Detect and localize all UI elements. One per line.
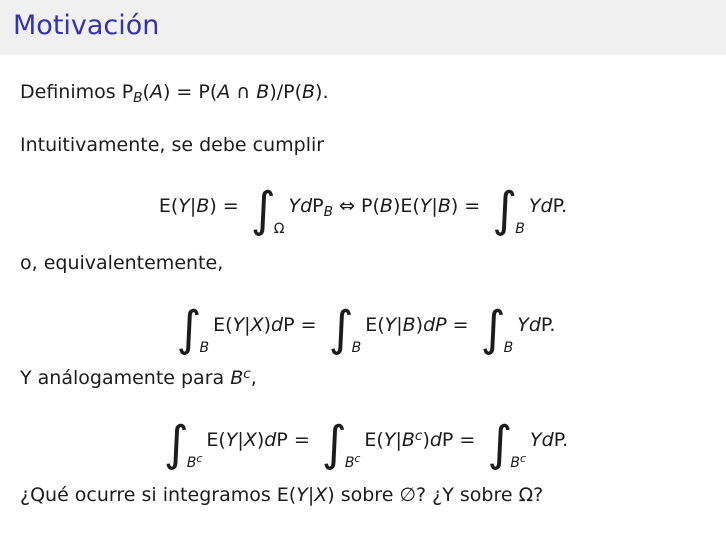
integral-subscript [200,339,210,358]
math-token: ∅ [399,484,416,506]
equation-conditional-expectation [0,172,726,240]
frametitle-bar [0,0,726,55]
math-token: B [503,339,514,356]
equation-integrals-over-B [0,291,726,359]
math-token: B [344,454,355,471]
math-token: P [121,81,134,103]
integral-construct [251,179,285,239]
math-token: o, equivalentemente, [20,252,224,274]
math-token: B [510,454,521,471]
math-token: Yd [517,314,541,336]
math-token: ) [422,429,430,451]
math-token: ? ¿Y sobre [416,484,519,506]
math-token: | [237,429,244,451]
math-token: ) [327,484,335,506]
math-token: B [351,339,362,356]
math-token: c [196,452,203,466]
math-token: ) = [209,195,245,217]
integral-construct [481,298,514,358]
math-token: | [189,195,197,217]
math-token: B [302,81,316,103]
math-token: Y [178,195,190,217]
math-token: B [133,89,143,106]
integral-sign-icon: ∫ [480,300,506,357]
math-token: ⇔ P( [333,195,380,217]
math-token: ) = [450,195,487,217]
math-token: E( [158,195,179,217]
math-token: P. [552,195,568,217]
integral-sign-icon: ∫ [321,415,347,472]
paragraph-intuitivamente [20,132,324,158]
math-token: B [323,203,334,220]
math-token: B [199,339,210,356]
math-token: | [431,195,438,217]
integral-sign-icon: ∫ [250,181,276,238]
math-token: c [520,452,527,466]
math-token: Y análogamente para [20,367,231,389]
math-token: Ω [518,484,534,506]
integral-subscript [187,454,203,473]
math-token: Ω [273,220,285,237]
math-token: P = [441,429,482,451]
integral-construct [329,298,362,358]
math-token: X [243,429,257,451]
math-token: P [312,195,324,217]
math-token: c [354,452,361,466]
integral-subscript [345,454,361,473]
integral-subscript [504,339,514,358]
math-token: c [243,366,251,383]
integral-construct [487,413,526,473]
math-token: )/P( [269,81,302,103]
math-token: X [314,484,328,506]
math-token: ) [256,429,265,451]
math-token: Y [419,195,432,217]
math-token: sobre [334,484,400,506]
math-token: B [256,81,270,103]
math-token: B [196,195,210,217]
math-token: | [307,484,315,506]
math-token: Y [296,484,308,506]
integral-construct [492,179,525,239]
math-token: A [217,81,231,103]
math-token: P = [276,429,316,451]
math-token: B [437,195,451,217]
math-token: B [402,314,416,336]
integral-construct [177,298,210,358]
math-token: ). [315,81,329,103]
integral-sign-icon: ∫ [492,181,518,238]
paragraph-definition [20,79,329,107]
math-token: c [414,428,423,445]
math-token: ∩ [230,81,257,103]
integral-subscript [352,339,362,358]
math-token: E( [364,429,384,451]
integral-construct [322,413,361,473]
paragraph-o-equivalentemente [20,250,223,276]
integral-sign-icon: ∫ [176,300,202,357]
math-token: P. [540,314,556,336]
math-token: d [271,314,284,336]
equation-integrals-over-Bc [0,406,726,474]
integral-subscript [510,454,526,473]
math-token: E( [213,314,233,336]
integral-subscript [515,220,525,239]
math-token: Y [225,429,238,451]
paragraph-pregunta-final [20,482,543,508]
math-token: E( [365,314,385,336]
math-token: B [515,220,525,237]
math-token: Definimos [20,81,122,103]
integral-construct [164,413,203,473]
math-token: Y [383,429,396,451]
math-token: d [264,429,277,451]
math-token: B [230,367,244,389]
slide-title: Motivación [13,10,160,41]
integral-subscript [274,220,285,239]
math-token: | [396,314,403,336]
math-token: Intuitivamente, se debe cumplir [20,134,325,156]
math-token: E( [206,429,226,451]
math-token: ¿Qué ocurre si integramos [20,484,277,506]
integral-sign-icon: ∫ [328,300,354,357]
math-token: Yd [528,195,553,217]
math-token: A [149,81,163,103]
math-token: dP [423,314,447,336]
math-token: ) [415,314,424,336]
math-token: ) = P( [162,81,218,103]
integral-sign-icon: ∫ [163,415,189,472]
math-token: B [186,454,197,471]
math-token: E( [276,484,297,506]
integral-sign-icon: ∫ [487,415,513,472]
math-token: Y [384,314,397,336]
math-token: Yd [288,195,313,217]
math-token: ) [263,314,272,336]
math-token: | [395,429,402,451]
math-token: Y [232,314,245,336]
math-token: Yd [530,429,554,451]
math-token: X [250,314,264,336]
math-token: ? [533,484,544,506]
math-token: P. [553,429,569,451]
math-token: = [446,314,475,336]
math-token: , [250,367,257,389]
paragraph-analogamente [20,365,257,393]
math-token: P = [283,314,323,336]
math-token: )E( [392,195,420,217]
math-token: B [379,195,393,217]
math-token: | [244,314,251,336]
math-token: B [401,429,415,451]
math-token: ( [142,81,150,103]
math-token: d [429,429,442,451]
